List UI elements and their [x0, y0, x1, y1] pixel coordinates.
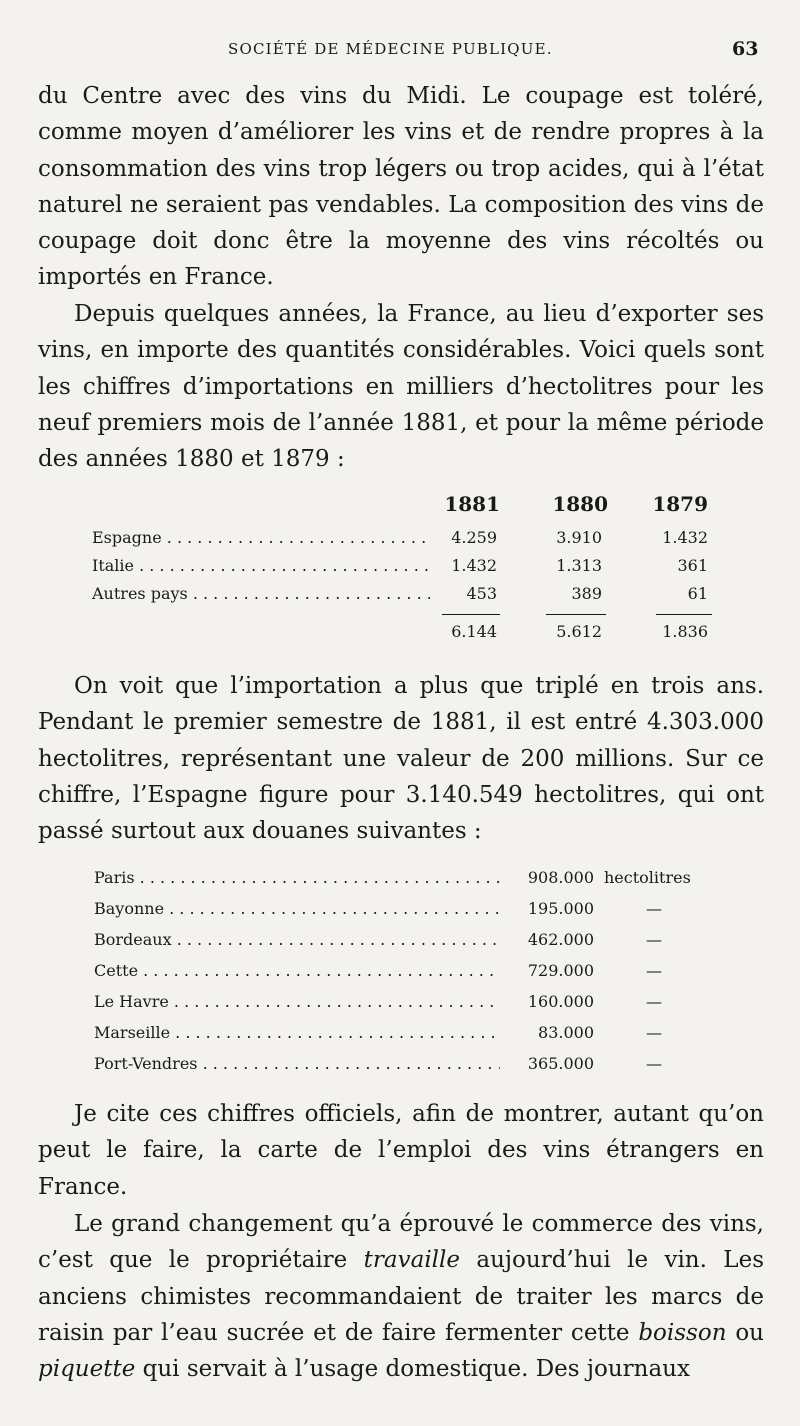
table-row [0, 930, 800, 960]
table-row [0, 992, 800, 1022]
paragraph-wine-trade [38, 1206, 764, 1387]
cell-value: 3.910 [556, 528, 602, 547]
sum-rule [442, 614, 500, 615]
cell-value: 1.313 [556, 556, 602, 575]
paragraph-5 [38, 1206, 764, 1387]
sum-rule [656, 614, 712, 615]
cell-value: 908.000 [527, 868, 594, 887]
row-label: Paris . . . [94, 868, 500, 887]
column-header-1881: 1881 [444, 492, 500, 516]
page-header [0, 40, 800, 64]
cell-value: 389 [571, 584, 602, 603]
ditto-mark: — [646, 930, 662, 949]
paragraph-5-text: aujourd’hui le vin. Les anciens chimistes recommandaient de traiter les marcs de raisin par l’eau sucrée et de faire fermenter cette [38, 1247, 764, 1346]
paragraph-imports-intro [38, 296, 764, 477]
row-label: Italie . . . [92, 556, 430, 575]
column-header-1879: 1879 [652, 492, 708, 516]
paragraph-2: Depuis quelques années, la France, au lieu d’exporter ses vins, en importe des quantités considérables. Voici quels sont les chiffres d’importations en milliers d’hectolitres pour les neuf premiers mois de l’année 1881, et pour la même période des années 1880 et 1879 : [38, 301, 764, 473]
table-row [0, 584, 800, 610]
running-head: SOCIÉTÉ DE MÉDECINE PUBLIQUE. [228, 40, 553, 58]
italic-term: piquette [38, 1356, 136, 1383]
paragraph-1: du Centre avec des vins du Midi. Le coupage est toléré, comme moyen d’améliorer les vins et de rendre propres à la consommation des vins trop légers ou trop acides, qui à l’état naturel ne seraient pas vendables. La composition des vins de coupage doit donc être la moyenne des vins récoltés ou importés en France. [38, 83, 764, 291]
row-label: Cette . . . [94, 961, 500, 980]
cell-value: 729.000 [527, 961, 594, 980]
cell-value: 61 [687, 584, 708, 603]
paragraph-3: On voit que l’importation a plus que triplé en trois ans. Pendant le premier semestre de 1881, il est entré 4.303.000 hectolitres, représentant une valeur de 200 millions. Sur ce chiffre, l’Espagne figure pour 3.140.549 hectolitres, qui ont passé surtout aux douanes suivantes : [38, 673, 764, 845]
paragraph-continuation [38, 78, 764, 296]
table-row [0, 868, 800, 898]
cell-value: 160.000 [527, 992, 594, 1011]
cell-value: 83.000 [538, 1023, 594, 1042]
sum-rule [546, 614, 606, 615]
ditto-mark: — [646, 1054, 662, 1073]
unit-label: hectolitres [604, 868, 691, 887]
table-row [0, 528, 800, 554]
ditto-mark: — [646, 961, 662, 980]
paragraph-5-text: qui servait à l’usage domestique. Des journaux [135, 1356, 690, 1383]
italic-term: boisson [638, 1319, 727, 1346]
ditto-mark: — [646, 992, 662, 1011]
row-label: Port-Vendres . . . [94, 1054, 500, 1073]
italic-term: travaille [363, 1247, 461, 1274]
paragraph-5-text: Le grand changement qu’a éprouvé le commerce des vins, c’est que le propriétaire [38, 1211, 764, 1274]
total-1879: 1.836 [662, 622, 708, 641]
paragraph-official-figures [38, 1096, 764, 1205]
row-label: Marseille . . . [94, 1023, 500, 1042]
page-number: 63 [732, 38, 759, 60]
cell-value: 361 [677, 556, 708, 575]
row-label: Bordeaux . . . [94, 930, 500, 949]
ditto-mark: — [646, 1023, 662, 1042]
table-row [0, 899, 800, 929]
row-label: Autres pays . . . [92, 584, 430, 603]
cell-value: 453 [466, 584, 497, 603]
table-row [0, 961, 800, 991]
row-label: Le Havre . . . [94, 992, 500, 1011]
paragraph-import-growth [38, 668, 764, 849]
table-row [0, 1054, 800, 1084]
ditto-mark: — [646, 899, 662, 918]
cell-value: 1.432 [662, 528, 708, 547]
table-row [0, 1023, 800, 1053]
paragraph-5-text: ou [726, 1319, 764, 1346]
table-row [0, 556, 800, 582]
total-1881: 6.144 [451, 622, 497, 641]
cell-value: 4.259 [451, 528, 497, 547]
cell-value: 195.000 [527, 899, 594, 918]
total-1880: 5.612 [556, 622, 602, 641]
cell-value: 365.000 [527, 1054, 594, 1073]
row-label: Bayonne . . . [94, 899, 500, 918]
paragraph-4: Je cite ces chiffres officiels, afin de montrer, autant qu’on peut le faire, la carte de l’emploi des vins étrangers en France. [38, 1101, 764, 1200]
cell-value: 462.000 [527, 930, 594, 949]
cell-value: 1.432 [451, 556, 497, 575]
column-header-1880: 1880 [552, 492, 608, 516]
row-label: Espagne . . . [92, 528, 430, 547]
